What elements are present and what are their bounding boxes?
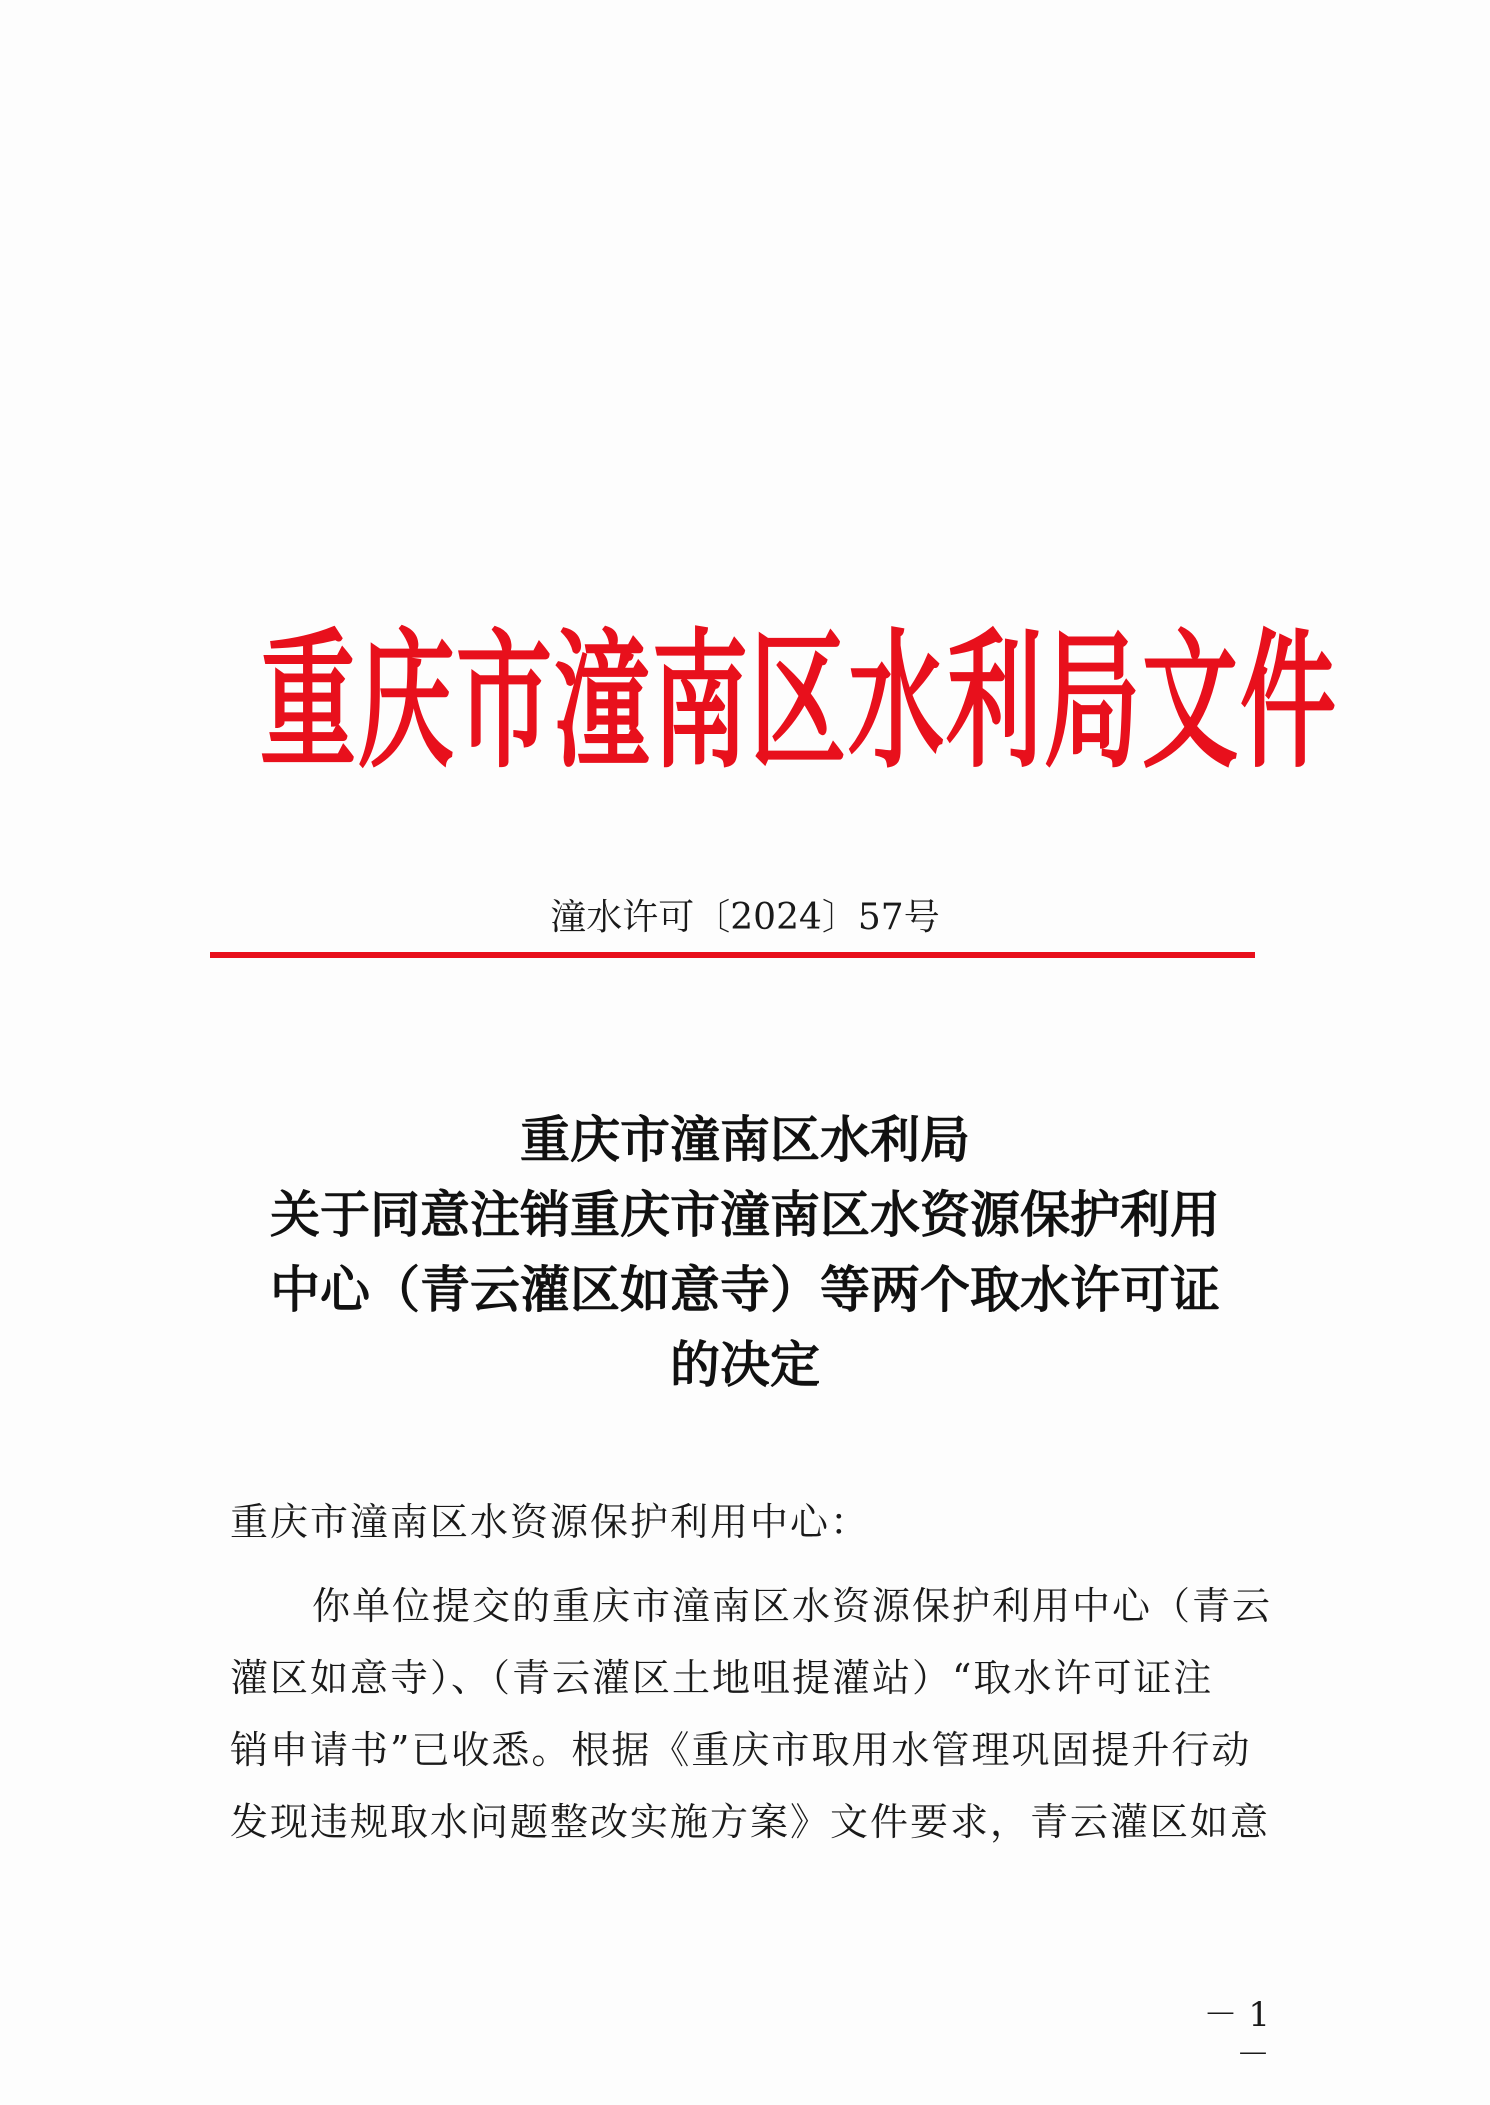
body-line: 销申请书”已收悉。根据《重庆市取用水管理巩固提升行动 xyxy=(230,1728,1252,1772)
title-line: 中心（青云灌区如意寺）等两个取水许可证 xyxy=(270,1261,1220,1319)
document-number: 潼水许可〔2024〕57号 xyxy=(550,897,940,938)
page-number: － 1 － xyxy=(1203,1995,1270,2075)
title-line: 关于同意注销重庆市潼南区水资源保护利用 xyxy=(270,1186,1220,1244)
body-paragraph xyxy=(230,1570,1273,1858)
document-title xyxy=(200,1103,1290,1403)
masthead-title: 重庆市潼南区水利局文件 xyxy=(260,615,1338,789)
salutation: 重庆市潼南区水资源保护利用中心： xyxy=(230,1500,871,1544)
red-divider-line xyxy=(210,952,1255,958)
body-line: 你单位提交的重庆市潼南区水资源保护利用中心（青云 xyxy=(312,1584,1273,1628)
title-line: 的决定 xyxy=(670,1336,820,1394)
body-line: 发现违规取水问题整改实施方案》文件要求，青云灌区如意 xyxy=(230,1800,1271,1844)
body-line: 灌区如意寺）、（青云灌区土地咀提灌站）“取水许可证注 xyxy=(230,1656,1214,1700)
title-line: 重庆市潼南区水利局 xyxy=(520,1111,970,1169)
